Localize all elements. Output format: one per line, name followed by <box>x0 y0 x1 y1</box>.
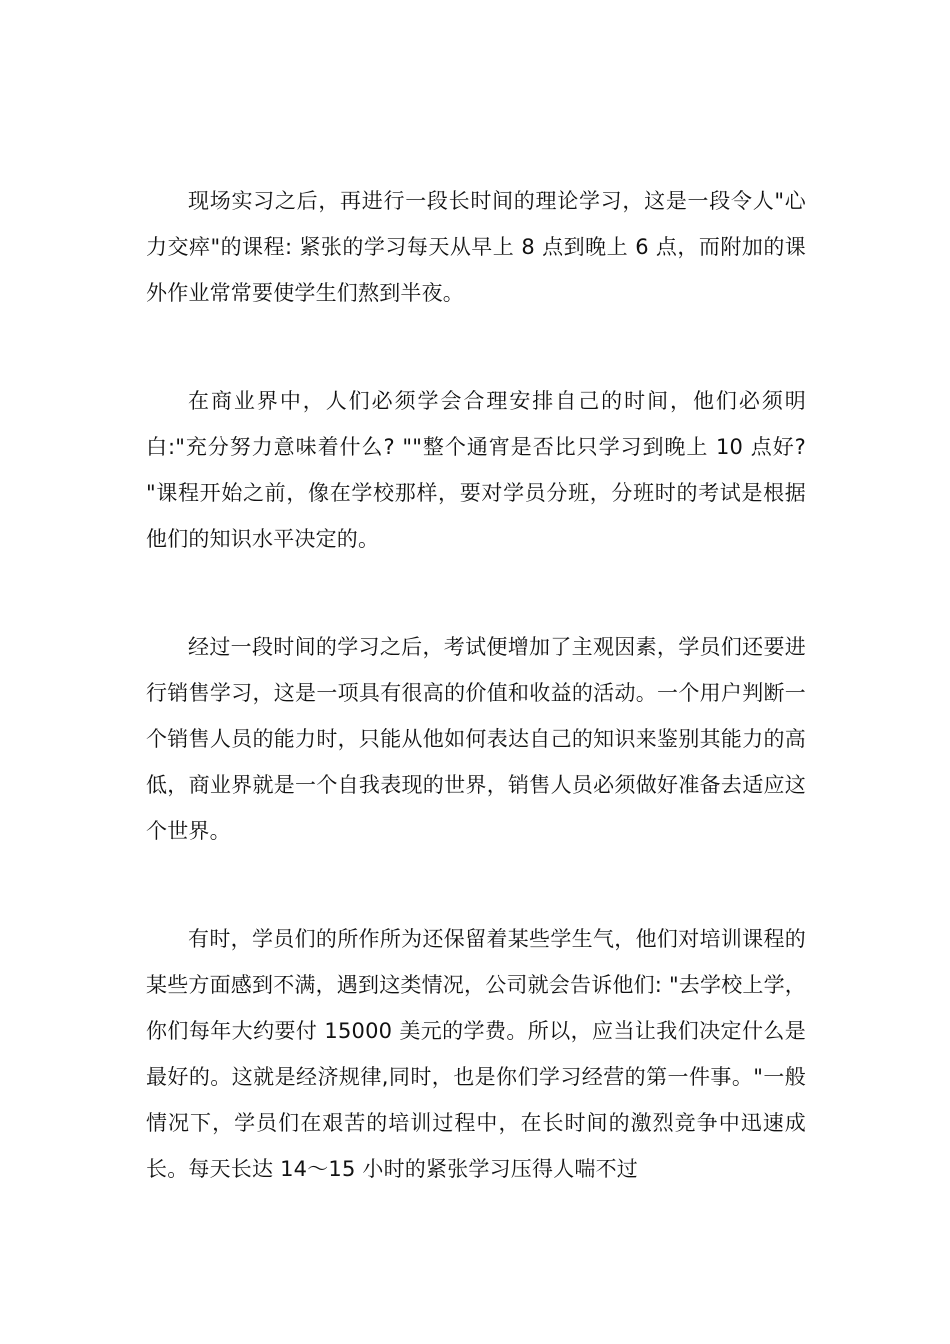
paragraph-3: 经过一段时间的学习之后，考试便增加了主观因素，学员们还要进行销售学习，这是一项具有很高的价值和收益的活动。一个用户判断一个销售人员的能力时，只能从他如何表达自己的知识来鉴别其能力的高低，商业界就是一个自我表现的世界，销售人员必须做好准备去适应这个世界。 <box>146 635 806 843</box>
paragraph-4: 有时，学员们的所作所为还保留着某些学生气，他们对培训课程的某些方面感到不满，遇到这类情况，公司就会告诉他们: "去学校上学，你们每年大约要付 15000 美元的学费。所以，应当让我们决定什么是最好的。这就是经济规律,同时，也是你们学习经营的第一件事。"一般情况下，学员们在艰苦的培训过程中，在长时间的激烈竞争中迅速成长。每天长达 14～15 小时的紧张学习压得人喘不过 <box>146 927 807 1181</box>
document-body <box>146 178 806 1192</box>
paragraph-1: 现场实习之后，再进行一段长时间的理论学习，这是一段令人"心力交瘁"的课程: 紧张的学习每天从早上 8 点到晚上 6 点，而附加的课外作业常常要使学生们熬到半夜。 <box>146 189 806 305</box>
paragraph-2: 在商业界中，人们必须学会合理安排自己的时间，他们必须明白:"充分努力意味着什么? ""整个通宵是否比只学习到晚上 10 点好? "课程开始之前，像在学校那样，要对学员分班，分班时的考试是根据他们的知识水平决定的。 <box>146 389 806 551</box>
